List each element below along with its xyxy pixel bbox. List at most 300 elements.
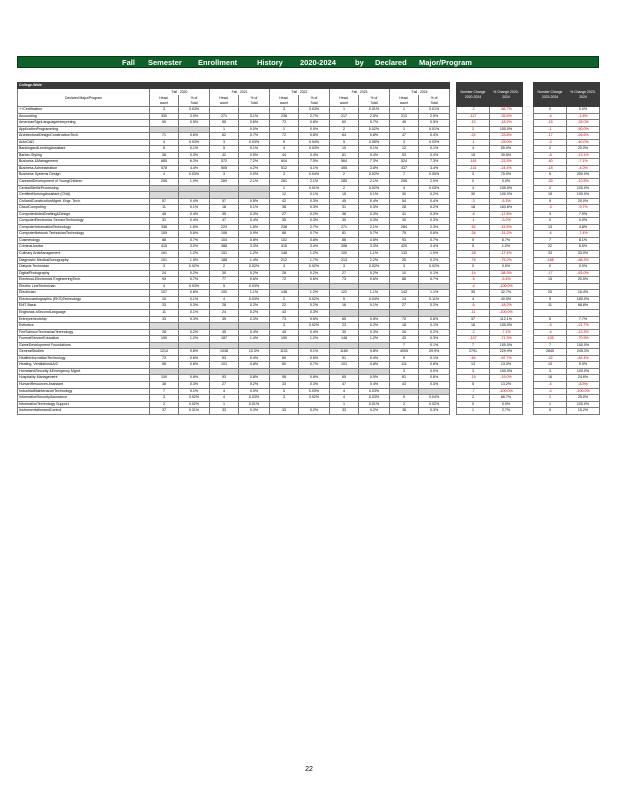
headcount-cell: 101 — [210, 362, 239, 369]
pct-total-cell: 0.01% — [299, 185, 330, 192]
pct-change-cell: 68.8% — [567, 303, 600, 310]
number-change-cell: -161 — [457, 159, 490, 166]
program-name: Dialysis Technician — [18, 264, 150, 271]
pct-change-cell: 1.2% — [490, 244, 523, 251]
headcount-cell: 98 — [150, 362, 179, 369]
headcount-cell: 27 — [330, 270, 359, 277]
pct-change-cell: 100.0% — [490, 368, 523, 375]
pct-total-cell: 2.1% — [359, 179, 390, 186]
headcount-cell: 30 — [390, 218, 419, 225]
number-change-cell: -188 — [534, 257, 567, 264]
program-column-header: Declared Major/Program — [18, 95, 150, 101]
program-name: Business Administration — [18, 165, 150, 172]
pct-change-cell: -8.5% — [567, 381, 600, 388]
pct-total-cell: 3.4% — [299, 244, 330, 251]
headcount-cell: 238 — [270, 224, 299, 231]
pct-total-cell: 0.8% — [299, 120, 330, 127]
pct-total-cell: 0.1% — [179, 146, 210, 153]
headcount-header-2: count — [150, 101, 179, 107]
headcount-cell: 98 — [270, 375, 299, 382]
pct-change-cell: 0.0% — [490, 264, 523, 271]
pct-total-cell: 0.7% — [179, 277, 210, 284]
pct-total-cell: 0.6% — [359, 277, 390, 284]
pct-total-cell: 0.04% — [299, 172, 330, 179]
headcount-cell: 2 — [330, 126, 359, 133]
headcount-cell: 104 — [210, 237, 239, 244]
banner-term: Fall — [122, 58, 135, 67]
pct-total-cell: 1.7% — [299, 257, 330, 264]
headcount-cell: 71 — [150, 133, 179, 140]
pct-total-cell: 0.02% — [299, 264, 330, 271]
pct-change-cell: -70.9% — [567, 336, 600, 343]
number-change-cell: 3 — [457, 172, 490, 179]
pct-change-cell: 24.6% — [567, 375, 600, 382]
headcount-cell: 61 — [330, 152, 359, 159]
pct-change-cell: 9.9% — [567, 362, 600, 369]
pct-total-cell: 0.2% — [179, 329, 210, 336]
pct-change-cell: -50.0% — [567, 126, 600, 133]
headcount-cell: 10 — [390, 270, 419, 277]
pct-total-cell: 0.1% — [239, 205, 270, 212]
pct-total-cell: 0.7% — [359, 231, 390, 238]
program-name: CivilandConstructionMgmt. Engr. Tech. — [18, 198, 150, 205]
headcount-header: Head- — [330, 95, 359, 101]
headcount-cell: 44 — [270, 152, 299, 159]
pct-total-cell: 0.8% — [359, 237, 390, 244]
pct-total-cell: 0.03% — [299, 107, 330, 114]
pct-total-cell: 0.3% — [419, 381, 450, 388]
program-name: CriminalJustice — [18, 244, 150, 251]
pct-total-cell: 0.4% — [179, 211, 210, 218]
number-change-2020-2024-header: Number Change 2020-2024 — [457, 83, 490, 107]
headcount-cell: 3 — [210, 172, 239, 179]
headcount-cell: 93 — [150, 277, 179, 284]
pct-total-cell: 1.2% — [299, 251, 330, 258]
number-change-cell: -2 — [457, 329, 490, 336]
number-change-cell: 13 — [534, 224, 567, 231]
pct-total-cell: 0.6% — [419, 316, 450, 323]
headcount-cell: 398 — [330, 244, 359, 251]
pct-total-cell: 0.7% — [419, 277, 450, 284]
pct-total-cell: 2.7% — [299, 224, 330, 231]
headcount-cell: 4 — [150, 283, 179, 290]
pct-total-cell: 0.7% — [299, 362, 330, 369]
number-change-cell: 15 — [534, 192, 567, 199]
pct-change-cell: 0.0% — [490, 179, 523, 186]
headcount-cell: 35 — [210, 316, 239, 323]
headcount-cell: 388 — [210, 244, 239, 251]
pct-total-cell: 1.2% — [239, 251, 270, 258]
program-name: Heating, Ventilation&A/C — [18, 362, 150, 369]
headcount-cell: 30 — [330, 218, 359, 225]
pct-total-cell: 3.4% — [419, 165, 450, 172]
pct-total-cell: 0.03% — [299, 388, 330, 395]
title-banner — [17, 56, 599, 68]
headcount-cell: 5 — [210, 146, 239, 153]
number-change-cell: -30 — [534, 179, 567, 186]
program-name: CareandDevelopment of YoungChildren — [18, 179, 150, 186]
headcount-cell: 43 — [390, 381, 419, 388]
pct-total-cell: 3.8% — [359, 165, 390, 172]
headcount-cell: 1 — [270, 126, 299, 133]
pct-total-cell: 0.03% — [239, 283, 270, 290]
pct-total-cell: 0.1% — [359, 303, 390, 310]
pct-total-cell: 0.4% — [359, 198, 390, 205]
headcount-cell: 420 — [390, 244, 419, 251]
headcount-cell: 38 — [390, 408, 419, 415]
headcount-cell: 281 — [270, 179, 299, 186]
pct-change-cell: -87.7% — [490, 355, 523, 362]
headcount-cell: 4 — [150, 172, 179, 179]
number-change-cell: 4 — [457, 185, 490, 192]
headcount-cell: 133 — [390, 251, 419, 258]
pct-change-cell: 32.7% — [490, 290, 523, 297]
program-name: EMT Basic — [18, 303, 150, 310]
number-change-cell: 5 — [457, 381, 490, 388]
pct-total-cell: 0.1% — [419, 270, 450, 277]
program-name: Electrician — [18, 290, 150, 297]
pct-total-cell: 0.05% — [359, 139, 390, 146]
number-change-cell: 11 — [534, 303, 567, 310]
pct-total-cell: 0.04% — [419, 395, 450, 402]
pct-change-cell: -33.8% — [490, 133, 523, 140]
number-change-cell: 5 — [534, 172, 567, 179]
pct-change-cell: 7.9% — [567, 211, 600, 218]
headcount-cell: 101 — [150, 257, 179, 264]
pct-change-cell: 0.0% — [567, 218, 600, 225]
headcount-cell: 5 — [390, 395, 419, 402]
headcount-cell: 2 — [330, 185, 359, 192]
number-change-cell: -2 — [457, 107, 490, 114]
pct-total-cell: 1.2% — [299, 290, 330, 297]
headcount-cell: 330 — [150, 113, 179, 120]
pct-change-cell: -1.8% — [567, 113, 600, 120]
program-name: AutoCAD — [18, 139, 150, 146]
pct-change-cell: 20.0% — [567, 146, 600, 153]
pct-change-cell: -25.0% — [490, 139, 523, 146]
headcount-cell: 47 — [210, 218, 239, 225]
headcount-header-2: count — [330, 101, 359, 107]
pct-total-cell: 1.4% — [239, 336, 270, 343]
pct-total-cell: 9.8% — [359, 349, 390, 356]
headcount-cell: 45 — [210, 329, 239, 336]
headcount-cell: 77 — [210, 277, 239, 284]
pct-change-cell: 20.0% — [567, 198, 600, 205]
number-change-cell: -24 — [457, 133, 490, 140]
program-name: Electrical-Electronics EngineeringTech. — [18, 277, 150, 284]
pct-change-cell: 0.0% — [567, 264, 600, 271]
headcount-cell: 3 — [270, 395, 299, 402]
program-name: ComputerInformationTechnology — [18, 224, 150, 231]
headcount-cell: 255 — [390, 179, 419, 186]
pct-total-cell: 0.5% — [359, 375, 390, 382]
headcount-cell: 7 — [390, 172, 419, 179]
pct-total-header-2: Total — [299, 101, 330, 107]
headcount-cell: 33 — [210, 408, 239, 415]
pct-change-cell: -63.0% — [567, 270, 600, 277]
headcount-cell: 60 — [330, 120, 359, 127]
pct-total-cell: 0.01% — [239, 401, 270, 408]
pct-total-cell: 0.04% — [359, 296, 390, 303]
pct-total-cell: 0.4% — [239, 355, 270, 362]
number-change-cell: 5 — [457, 244, 490, 251]
headcount-cell: 41 — [390, 211, 419, 218]
pct-total-cell: 0.1% — [179, 309, 210, 316]
headcount-cell: 53 — [390, 152, 419, 159]
headcount-cell: 148 — [270, 290, 299, 297]
headcount-cell: 57 — [210, 198, 239, 205]
pct-total-cell: 0.02% — [419, 264, 450, 271]
pct-total-cell: 0.8% — [239, 375, 270, 382]
number-change-cell: 3 — [457, 368, 490, 375]
pct-total-header: % of — [299, 95, 330, 101]
pct-total-cell: 0.7% — [239, 133, 270, 140]
pct-total-cell: 0.02% — [419, 401, 450, 408]
pct-change-cell: -66.7% — [490, 107, 523, 114]
headcount-cell: 73 — [150, 355, 179, 362]
number-change-cell: 7 — [457, 342, 490, 349]
headcount-cell: 42 — [210, 152, 239, 159]
number-change-cell: -1 — [457, 218, 490, 225]
program-name: Accounting — [18, 113, 150, 120]
headcount-cell: 101 — [330, 362, 359, 369]
pct-total-cell: 0.4% — [359, 355, 390, 362]
pct-total-cell: 0.2% — [299, 303, 330, 310]
headcount-cell: 27 — [270, 211, 299, 218]
pct-total-cell: 0.0% — [239, 126, 270, 133]
pct-total-header-2: Total — [419, 101, 450, 107]
pct-total-cell: 0.4% — [299, 152, 330, 159]
headcount-cell: 336 — [150, 224, 179, 231]
program-name: Electric LineTechnician — [18, 283, 150, 290]
program-name: CertifiedNursingAssistant (CNA) — [18, 192, 150, 199]
header-year-2024: Fall 2024 — [390, 89, 450, 96]
pct-total-cell: 0.03% — [239, 395, 270, 402]
pct-change-cell: 100.0% — [490, 126, 523, 133]
enrollment-table-container — [17, 82, 449, 415]
headcount-cell: 238 — [270, 113, 299, 120]
pct-change-cell: -82.4% — [567, 355, 600, 362]
pct-total-cell: 0.2% — [299, 211, 330, 218]
headcount-cell: 33 — [270, 408, 299, 415]
program-name: ComputerNetwork TechnicianTechnology — [18, 231, 150, 238]
change-table-2020-2024 — [456, 82, 523, 415]
pct-change-cell: -100.0% — [567, 388, 600, 395]
pct-total-cell: 6.3% — [179, 159, 210, 166]
headcount-cell: 150 — [150, 336, 179, 343]
program-name: ComputerElectronics ServiceTechnology — [18, 218, 150, 225]
pct-total-cell: 0.1% — [359, 146, 390, 153]
pct-total-cell: 0.01% — [419, 126, 450, 133]
program-name: ArchitecturalDesignConstructionTech. — [18, 133, 150, 140]
headcount-cell: 30 — [330, 329, 359, 336]
pct-total-cell: 0.2% — [179, 270, 210, 277]
headcount-cell: 75 — [390, 231, 419, 238]
pct-change-cell: -75.2% — [490, 257, 523, 264]
pct-total-cell: 0.5% — [239, 198, 270, 205]
headcount-cell: 255 — [150, 179, 179, 186]
pct-total-cell: 0.01% — [419, 107, 450, 114]
pct-change-cell: 50.0% — [490, 146, 523, 153]
headcount-cell: 7 — [390, 342, 419, 349]
headcount-cell: 578 — [150, 165, 179, 172]
pct-total-cell: 0.8% — [359, 362, 390, 369]
pct-change-cell: -17.8% — [490, 211, 523, 218]
headcount-cell: 47 — [330, 381, 359, 388]
number-change-cell: -6 — [534, 231, 567, 238]
pct-change-cell: 0.0% — [567, 107, 600, 114]
number-change-cell: -4 — [457, 283, 490, 290]
headcount-cell: 64 — [330, 133, 359, 140]
number-change-cell: 10 — [534, 362, 567, 369]
headcount-cell: 81 — [330, 231, 359, 238]
pct-change-cell: -5.4% — [490, 277, 523, 284]
headcount-cell: 5 — [270, 139, 299, 146]
headcount-cell: 142 — [390, 290, 419, 297]
pct-total-cell: 0.2% — [239, 309, 270, 316]
pct-total-cell: 0.7% — [419, 237, 450, 244]
headcount-cell: 1038 — [210, 349, 239, 356]
pct-total-cell: 0.03% — [239, 296, 270, 303]
program-name: HumanResources Assistant — [18, 381, 150, 388]
headcount-cell: 72 — [270, 277, 299, 284]
program-name: FuneralServiceEducation — [18, 336, 150, 343]
pct-total-cell: 0.05% — [419, 172, 450, 179]
pct-change-cell: -15.5% — [490, 224, 523, 231]
pct-change-cell: -100.0% — [490, 388, 523, 395]
headcount-cell: 1 — [390, 126, 419, 133]
pct-change-cell: -13.1% — [567, 152, 600, 159]
number-change-cell: 0 — [534, 107, 567, 114]
number-change-cell: -8 — [534, 152, 567, 159]
pct-total-cell: 1.9% — [179, 179, 210, 186]
header-year-2021: Fall 2021 — [210, 89, 270, 96]
number-change-cell: 2 — [457, 395, 490, 402]
headcount-cell: 437 — [390, 165, 419, 172]
number-change-cell: -17 — [534, 133, 567, 140]
number-change-cell: 18 — [457, 205, 490, 212]
number-change-cell: 35 — [457, 290, 490, 297]
change-table-2023-2024 — [533, 82, 600, 415]
pct-change-cell: -24.4% — [490, 165, 523, 172]
pct-total-cell: 0.6% — [179, 355, 210, 362]
pct-total-cell: 7.3% — [359, 159, 390, 166]
pct-total-cell: 0.2% — [359, 408, 390, 415]
headcount-cell: 213 — [330, 257, 359, 264]
headcount-cell: 37 — [150, 408, 179, 415]
pct-total-cell: 0.03% — [239, 139, 270, 146]
pct-total-cell: 29.9% — [419, 349, 450, 356]
headcount-cell: 28 — [270, 270, 299, 277]
pct-total-cell: 0.02% — [179, 264, 210, 271]
pct-change-cell: 100.0% — [567, 368, 600, 375]
headcount-cell: 3 — [270, 323, 299, 330]
number-change-cell: -107 — [457, 336, 490, 343]
number-change-cell: 5 — [534, 408, 567, 415]
pct-total-cell: 0.4% — [419, 133, 450, 140]
pct-total-cell: 0.03% — [359, 395, 390, 402]
pct-change-cell: 100.0% — [490, 192, 523, 199]
number-change-cell: 5 — [457, 237, 490, 244]
headcount-cell: 4005 — [390, 349, 419, 356]
number-change-cell: 33 — [534, 251, 567, 258]
headcount-cell: 33 — [270, 381, 299, 388]
number-change-cell: -4 — [534, 329, 567, 336]
pct-change-cell: -19.0% — [490, 375, 523, 382]
headcount-cell: 65 — [330, 316, 359, 323]
pct-change-cell: 229.9% — [490, 349, 523, 356]
program-name: HealthInformationTechnology — [18, 355, 150, 362]
headcount-cell: 14 — [390, 296, 419, 303]
headcount-cell: 73 — [270, 120, 299, 127]
number-change-cell: -40 — [534, 159, 567, 166]
headcount-cell: 45 — [150, 211, 179, 218]
headcount-cell: 150 — [270, 336, 299, 343]
number-change-cell: 2791 — [457, 349, 490, 356]
pct-total-cell: 0.3% — [299, 198, 330, 205]
number-change-2023-2024-header: Number Change 2023-2024 — [534, 83, 567, 107]
headcount-header: Head- — [150, 95, 179, 101]
pct-total-cell: 0.8% — [179, 290, 210, 297]
headcount-cell: 3 — [150, 107, 179, 114]
pct-total-cell: 0.1% — [419, 342, 450, 349]
pct-total-cell: 0.31% — [179, 408, 210, 415]
number-change-cell: 1 — [534, 395, 567, 402]
pct-total-cell: 0.4% — [419, 198, 450, 205]
headcount-cell: 70 — [390, 316, 419, 323]
headcount-cell: 213 — [390, 113, 419, 120]
header-year-2020: Fall 2020 — [150, 89, 210, 96]
headcount-cell: 33 — [330, 408, 359, 415]
headcount-cell: 1214 — [150, 349, 179, 356]
pct-change-cell: 112.1% — [490, 316, 523, 323]
headcount-cell: 53 — [210, 355, 239, 362]
headcount-cell: 4 — [330, 395, 359, 402]
pct-total-cell: 0.5% — [359, 316, 390, 323]
pct-total-cell: 0.3% — [359, 329, 390, 336]
pct-total-cell: 0.02% — [179, 401, 210, 408]
pct-total-cell: 2.1% — [359, 224, 390, 231]
headcount-cell: 271 — [330, 224, 359, 231]
pct-total-cell: 0.01% — [359, 107, 390, 114]
pct-total-cell: 0.5% — [179, 120, 210, 127]
number-change-cell: 2 — [534, 185, 567, 192]
pct-total-cell: 0.03% — [179, 139, 210, 146]
pct-total-cell: 0.5% — [419, 120, 450, 127]
headcount-cell: 4 — [270, 146, 299, 153]
pct-change-cell: 25.0% — [567, 395, 600, 402]
headcount-cell: 38 — [150, 152, 179, 159]
number-change-cell: 4 — [457, 296, 490, 303]
pct-change-cell: 5.7% — [490, 237, 523, 244]
headcount-header-2: count — [390, 101, 419, 107]
number-change-cell: 4 — [457, 146, 490, 153]
pct-total-cell: 0.3% — [299, 205, 330, 212]
pct-change-cell: 100.0% — [567, 185, 600, 192]
number-change-cell: 1 — [534, 401, 567, 408]
number-change-cell: -8 — [457, 211, 490, 218]
number-change-cell: -1 — [457, 139, 490, 146]
number-change-cell: -3 — [457, 198, 490, 205]
pct-total-cell: 0.02% — [359, 185, 390, 192]
pct-total-cell: 0.9% — [239, 231, 270, 238]
headcount-cell: 188 — [210, 257, 239, 264]
headcount-cell: 4 — [390, 185, 419, 192]
headcount-cell: 12 — [390, 146, 419, 153]
headcount-cell: 10 — [330, 146, 359, 153]
headcount-cell: 1 — [270, 185, 299, 192]
pct-change-cell: -10.5% — [567, 179, 600, 186]
